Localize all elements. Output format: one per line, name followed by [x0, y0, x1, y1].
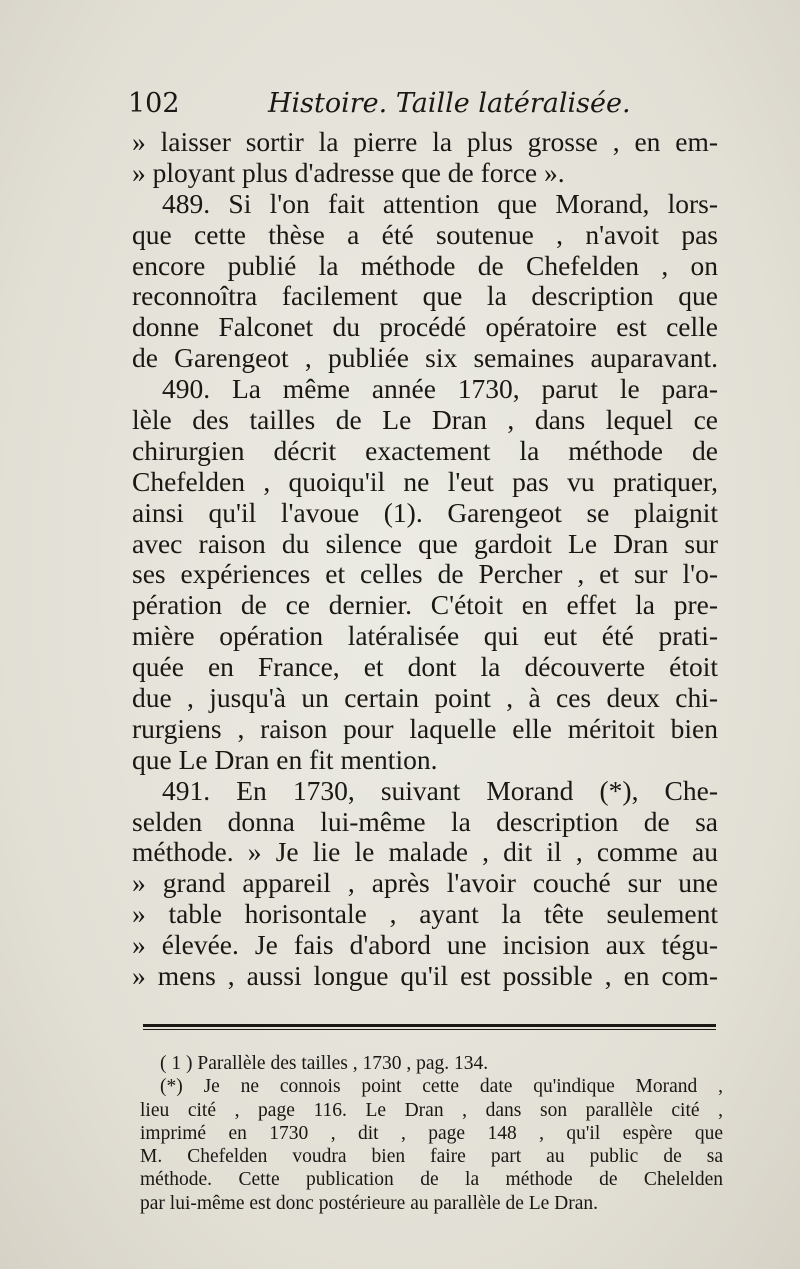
text-line: reconnoîtra facilement que la description que — [132, 280, 718, 312]
text-line: selden donna lui-même la description de sa — [132, 805, 718, 837]
text-line: mière opération latéralisée qui eut été prati- — [132, 620, 718, 652]
text-line: que cette thèse a été soutenue , n'avoit pas — [132, 218, 718, 250]
text-line: avec raison du silence que gardoit Le Dran sur — [132, 527, 718, 559]
text-line: pération de ce dernier. C'étoit en effet la pre- — [132, 589, 718, 621]
text-line: encore publié la méthode de Chefelden , on — [132, 249, 718, 281]
page-number: 102 — [128, 88, 180, 119]
text-line: due , jusqu'à un certain point , à ces deux chi- — [132, 682, 718, 714]
text-line: » laisser sortir la pierre la plus grosse , en em- — [132, 126, 718, 157]
paragraph-490-start: 490. La même année 1730, parut le para- — [162, 373, 718, 405]
text-line: méthode. » Je lie le malade , dit il , comme au — [132, 836, 718, 868]
footnote-rule — [143, 1024, 716, 1027]
paragraph-489-start: 489. Si l'on fait attention que Morand, lors- — [162, 187, 718, 219]
text-line: lèle des tailles de Le Dran , dans lequel ce — [132, 404, 718, 436]
text-line: » mens , aussi longue qu'il est possible , en com- — [132, 960, 718, 992]
footnote-line: M. Chefelden voudra bien faire part au public de sa — [140, 1146, 723, 1168]
running-title: Histoire. Taille latéralisée. — [268, 88, 631, 119]
text-line: chirurgien décrit exactement la méthode de — [132, 434, 718, 466]
footnote-rule-thin — [143, 1029, 716, 1030]
text-line: ses expériences et celles de Percher , et sur l'o- — [132, 558, 718, 590]
footnote-line: imprimé en 1730 , dit , page 148 , qu'il espère que — [140, 1122, 723, 1144]
text-line: » ployant plus d'adresse que de force ». — [132, 156, 565, 188]
text-line: » grand appareil , après l'avoir couché sur une — [132, 867, 718, 899]
text-line: rurgiens , raison pour laquelle elle méritoit bien — [132, 712, 718, 744]
footnote-line: par lui-même est donc postérieure au parallèle de Le Dran. — [140, 1192, 599, 1214]
text-line: quée en France, et dont la découverte étoit — [132, 651, 718, 683]
page-header — [128, 88, 728, 124]
text-line: Chefelden , quoiqu'il ne l'eut pas vu pratiquer, — [132, 465, 718, 497]
footnote-star-start: (*) Je ne connois point cette date qu'indique Morand , — [160, 1076, 723, 1098]
text-line: ainsi qu'il l'avoue (1). Garengeot se plaignit — [132, 496, 718, 528]
body-text — [132, 127, 718, 992]
footnote-line: méthode. Cette publication de la méthode de Chelelden — [140, 1169, 723, 1191]
footnote-1: ( 1 ) Parallèle des tailles , 1730 , pag. 134. — [160, 1053, 489, 1074]
text-line: » table horisontale , ayant la tête seulement — [132, 898, 718, 930]
footnotes — [140, 1052, 723, 1215]
text-line: que Le Dran en fit mention. — [132, 743, 438, 775]
text-line: de Garengeot , publiée six semaines auparavant. — [132, 342, 718, 374]
paragraph-491-start: 491. En 1730, suivant Morand (*), Che- — [162, 774, 718, 806]
text-line: » élevée. Je fais d'abord une incision aux tégu- — [132, 929, 718, 961]
text-line: donne Falconet du procédé opératoire est celle — [132, 311, 718, 343]
footnote-line: lieu cité , page 116. Le Dran , dans son parallèle cité , — [140, 1099, 723, 1121]
